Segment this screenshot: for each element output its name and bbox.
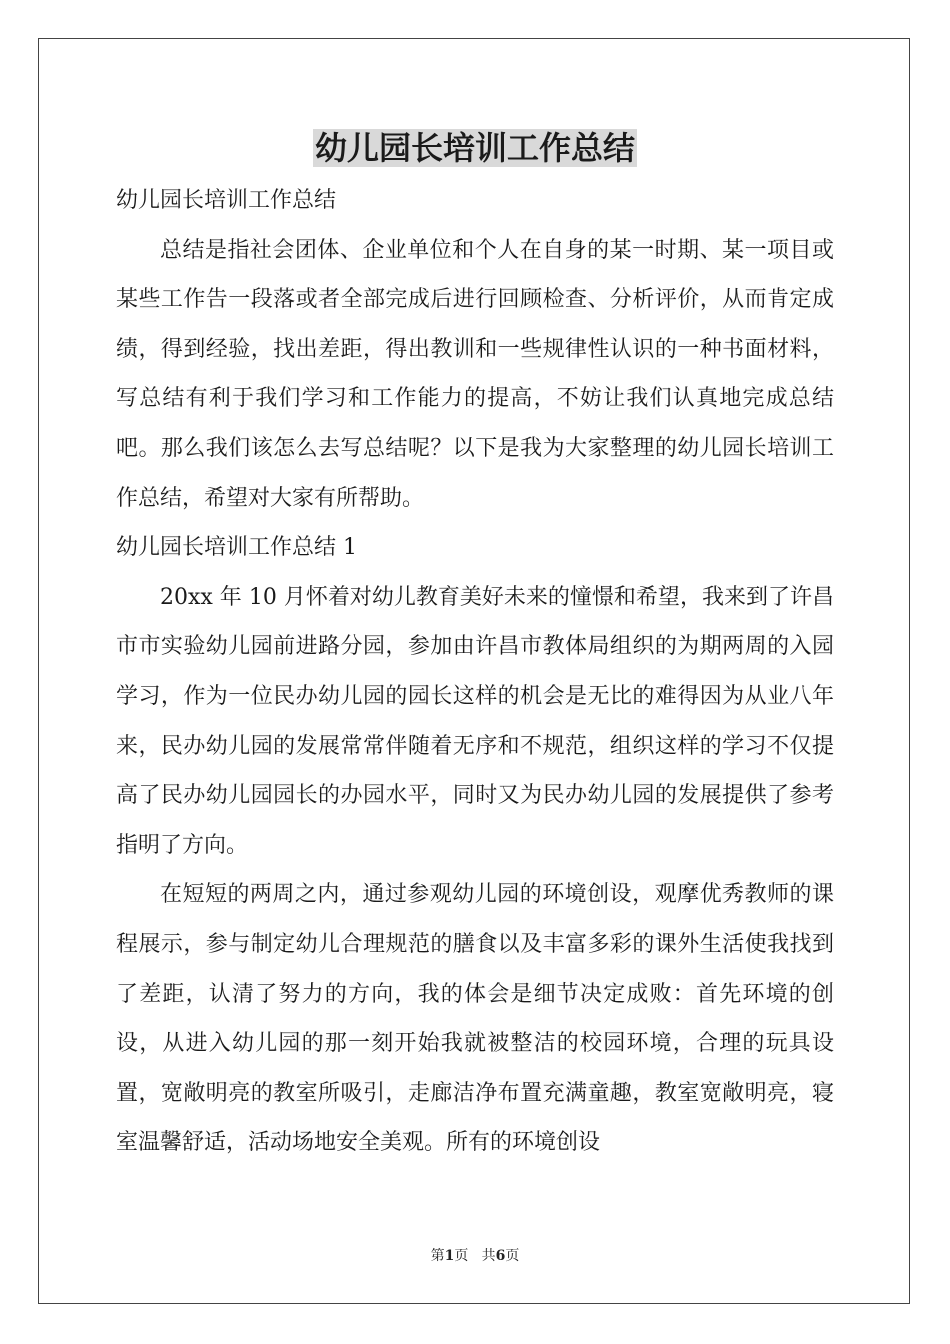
footer-page-current: 1 [444,1248,455,1264]
footer-total-label: 页 [505,1248,520,1264]
footer-page-prefix: 第 [430,1248,445,1264]
intro-paragraph: 总结是指社会团体、企业单位和个人在自身的某一时期、某一项目或某些工作告一段落或者全部完成后进行回顾检查、分析评价，从而肯定成绩，得到经验，找出差距，得出教训和一些规律性认识的一种书面材料，写总结有利于我们学习和工作能力的提高，不妨让我们认真地完成总结吧。那么我们该怎么去写总结呢？以下是我为大家整理的幼儿园长培训工作总结，希望对大家有所帮助。 [116,237,834,511]
section-paragraph-2: 在短短的两周之内，通过参观幼儿园的环境创设，观摩优秀教师的课程展示，参与制定幼儿合理规范的膳食以及丰富多彩的课外生活使我找到了差距，认清了努力的方向，我的体会是细节决定成败：首先环境的创设，从进入幼儿园的那一刻开始我就被整洁的校园环境，合理的玩具设置，宽敞明亮的教室所吸引，走廊洁净布置充满童趣，教室宽敞明亮，寝室温馨舒适，活动场地安全美观。所有的环境创设 [116,882,834,1156]
section-paragraph-1: 20xx 年 10 月怀着对幼儿教育美好未来的憧憬和希望，我来到了许昌市市实验幼儿园前进路分园，参加由许昌市教体局组织的为期两周的入园学习，作为一位民办幼儿园的园长这样的机会是无比的难得因为从业八年来，民办幼儿园的发展常常伴随着无序和不规范，组织这样的学习不仅提高了民办幼儿园园长的办园水平，同时又为民办幼儿园的发展提供了参考指明了方向。 [116,584,834,858]
document-title [0,128,950,168]
page-footer [0,1246,950,1266]
document-subtitle: 幼儿园长培训工作总结 [116,188,337,213]
footer-page-label: 页 [454,1248,469,1264]
footer-total-prefix: 共 [481,1248,496,1264]
footer-page-total: 6 [495,1248,506,1264]
section-heading: 幼儿园长培训工作总结 1 [116,535,357,561]
document-title-text: 幼儿园长培训工作总结 [314,129,635,167]
document-body [116,176,834,1168]
